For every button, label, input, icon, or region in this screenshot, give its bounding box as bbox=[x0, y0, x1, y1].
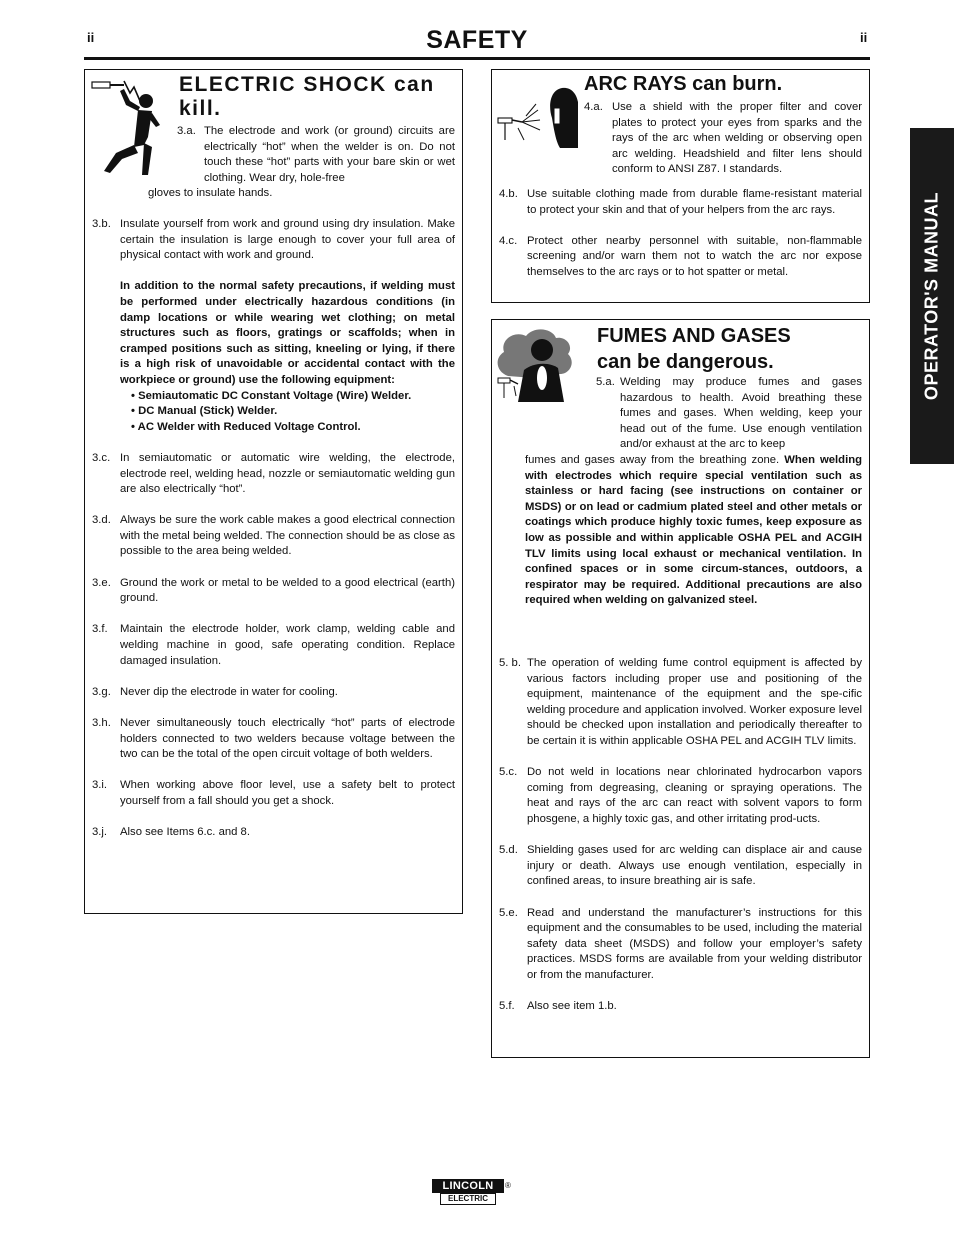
item-4a-text: Use a shield with the proper filter and cover plates to protect your eyes from sparks and the rays of the arc when welding or observing open arc welding. Headshield and filter lens should conform to ANSI Z87. I standards. bbox=[612, 101, 862, 176]
item-number: 5.d. bbox=[499, 844, 518, 857]
item-number: 3.e. bbox=[92, 576, 111, 589]
list-item bbox=[92, 576, 455, 607]
arc-rays-section bbox=[491, 69, 870, 303]
item-text: Ground the work or metal to be welded to a good electrical (earth) ground. bbox=[120, 576, 455, 605]
item-number: 3.i. bbox=[92, 779, 108, 792]
item-3a bbox=[177, 124, 455, 186]
item-text: Shielding gases used for arc welding can displace air and cause injury or death. Always use enough ventilation, especially in confined areas, to insure breathing air is safe. bbox=[527, 844, 862, 888]
item-5a-warning: When welding with electrodes which require special ventilation such as stainless or hard facing (see instructions on container or MSDS) or on lead or cadmium plated steel and other metals or coatings which produce highly toxic fumes, keep exposure as low as possible and within applicable OSHA PEL and ACGIH TLV limits using local exhaust or mechanical ventilation. In confined spaces or in some circum-stances, outdoors, a respirator may be required. Additional precautions are also required when welding on galvanized steel. bbox=[525, 454, 863, 607]
equipment-item: • DC Manual (Stick) Welder. bbox=[131, 405, 278, 418]
item-5a-continued bbox=[525, 453, 862, 609]
item-number: 3.f. bbox=[92, 623, 108, 636]
fumes-hazard-icon bbox=[494, 322, 592, 404]
header-rule bbox=[84, 57, 870, 60]
equipment-item: • AC Welder with Reduced Voltage Control. bbox=[131, 420, 361, 433]
list-item bbox=[92, 622, 455, 669]
item-5a bbox=[596, 375, 862, 453]
fumes-title-line2: can be dangerous. bbox=[597, 351, 774, 373]
shock-body bbox=[92, 217, 455, 841]
item-text: Never dip the electrode in water for cooling. bbox=[120, 685, 338, 698]
fumes-body bbox=[499, 656, 862, 1015]
list-item bbox=[499, 906, 862, 984]
logo-bottom: ELECTRIC bbox=[440, 1193, 496, 1205]
item-3a-text: The electrode and work (or ground) circuits are electrically “hot” when the welder is on. Do not touch these “hot” parts with your bare skin or wet clothing. Wear dry, hole-free bbox=[204, 125, 455, 184]
item-3a-number: 3.a. bbox=[177, 125, 196, 137]
item-number: 5.c. bbox=[499, 766, 518, 779]
item-3a-continued: gloves to insulate hands. bbox=[148, 187, 273, 199]
logo-registered: ® bbox=[505, 1181, 511, 1190]
item-text: Also see item 1.b. bbox=[527, 1000, 617, 1013]
logo-top: LINCOLN bbox=[432, 1179, 504, 1193]
electric-shock-section bbox=[84, 69, 463, 914]
item-number: 5. b. bbox=[499, 657, 521, 669]
item-5a-text: Welding may produce fumes and gases hazardous to health. Avoid breathing these fumes and gases. When welding, keep your head out of the fume. Use enough ventilation and/or exhaust at the arc to keep bbox=[620, 376, 862, 451]
fumes-gases-section bbox=[491, 319, 870, 1058]
item-5a-cont-text: fumes and gases away from the breathing zone. bbox=[525, 454, 780, 466]
list-item bbox=[92, 685, 455, 701]
item-5a-number: 5.a. bbox=[596, 376, 615, 388]
item-text: Read and understand the manufacturer’s instructions for this equipment and the consumables to be used, including the material safety data sheet (MSDS) and follow your employer’s safety practices. MSDS forms are available from your welding distributor or from the manufacturer. bbox=[527, 906, 862, 981]
page-number-right: ii bbox=[860, 30, 868, 45]
item-text: In semiautomatic or automatic wire welding, the electrode, electrode reel, welding head, nozzle or semiautomatic welding gun are also electrically “hot”. bbox=[120, 451, 455, 496]
item-text: Always be sure the work cable makes a good electrical connection with the metal being welded. The connection should be as close as possible to the area being welded. bbox=[120, 514, 455, 558]
item-3b bbox=[92, 217, 455, 435]
item-text: When working above floor level, use a safety belt to protect yourself from a fall should you get a shock. bbox=[120, 779, 455, 807]
list-item bbox=[499, 765, 862, 827]
item-number: 3.c. bbox=[92, 451, 111, 464]
item-4a bbox=[584, 100, 862, 178]
item-number: 4.b. bbox=[499, 188, 518, 200]
list-item bbox=[92, 778, 455, 809]
electric-shock-title: ELECTRIC SHOCK can kill. bbox=[179, 73, 435, 120]
arc-body bbox=[499, 187, 862, 281]
side-tab bbox=[910, 128, 954, 464]
fumes-title-line1: FUMES AND GASES bbox=[597, 325, 791, 347]
equipment-item: • Semiautomatic DC Constant Voltage (Wire) Welder. bbox=[131, 389, 412, 402]
item-number: 3.j. bbox=[92, 826, 108, 839]
item-text: Maintain the electrode holder, work clamp, welding cable and welding machine in good, safe operating condition. Replace damaged insulation. bbox=[120, 623, 455, 667]
item-number: 5.f. bbox=[499, 1000, 515, 1013]
list-item bbox=[499, 999, 862, 1015]
item-number: 3.g. bbox=[92, 685, 111, 698]
list-item bbox=[92, 825, 455, 841]
item-3b-warning: In addition to the normal safety precautions, if welding must be performed under electrically hazardous conditions (in damp locations or while wearing wet clothing; on metal structures such as floors, gratings or scaffolds; when in cramped positions such as sitting, kneeling or lying, if there is a high risk of unavoidable or accidental contact with the workpiece or ground) use the following equipment: bbox=[120, 280, 455, 386]
page-title: SAFETY bbox=[426, 26, 528, 54]
list-item bbox=[499, 187, 862, 218]
item-number: 3.d. bbox=[92, 514, 111, 527]
arc-rays-title: ARC RAYS can burn. bbox=[584, 73, 783, 95]
item-3b-number: 3.b. bbox=[92, 218, 111, 230]
item-text: Use suitable clothing made from durable flame-resistant material to protect your skin and that of your helpers from the arc rays. bbox=[527, 188, 862, 216]
list-item bbox=[499, 656, 862, 750]
list-item bbox=[92, 716, 455, 763]
electric-shock-icon bbox=[90, 75, 170, 180]
item-number: 4.c. bbox=[499, 234, 518, 247]
item-text: Also see Items 6.c. and 8. bbox=[120, 826, 250, 839]
list-item bbox=[92, 513, 455, 560]
item-text: Do not weld in locations near chlorinated hydrocarbon vapors coming from degreasing, cleaning or spraying operations. The heat and rays of the arc can react with solvent vapors to form phosgene, a highly toxic gas, and other irritating prod-ucts. bbox=[527, 766, 862, 825]
list-item bbox=[499, 843, 862, 890]
item-text: Protect other nearby personnel with suitable, non-flammable screening and/or warn them not to watch the arc nor expose themselves to the arc rays or to hot spatter or metal. bbox=[527, 234, 862, 278]
list-item bbox=[92, 451, 455, 498]
lincoln-electric-logo bbox=[432, 1179, 512, 1208]
page-number-left: ii bbox=[87, 30, 95, 45]
side-tab-label: OPERATOR'S MANUAL bbox=[921, 191, 942, 401]
arc-welder-icon bbox=[496, 82, 580, 152]
item-text: Never simultaneously touch electrically “hot” parts of electrode holders connected to two welders because voltage between the two can be the total of the open circuit voltage of both welders. bbox=[120, 717, 455, 761]
list-item bbox=[499, 234, 862, 281]
item-number: 5.e. bbox=[499, 906, 518, 919]
item-number: 3.h. bbox=[92, 717, 111, 729]
item-4a-number: 4.a. bbox=[584, 101, 603, 113]
item-text: The operation of welding fume control equipment is affected by various factors including proper use and positioning of the equipment, maintenance of the equipment and the spe-cific welding procedure and application involved. Worker exposure level should be checked upon installation and periodically thereafter to be certain it is within applicable OSHA PEL and ACGIH TLV limits. bbox=[527, 657, 862, 747]
item-3b-text: Insulate yourself from work and ground using dry insulation. Make certain the insulation is large enough to cover your full area of physical contact with work and ground. bbox=[120, 218, 455, 262]
equipment-list bbox=[120, 389, 455, 436]
